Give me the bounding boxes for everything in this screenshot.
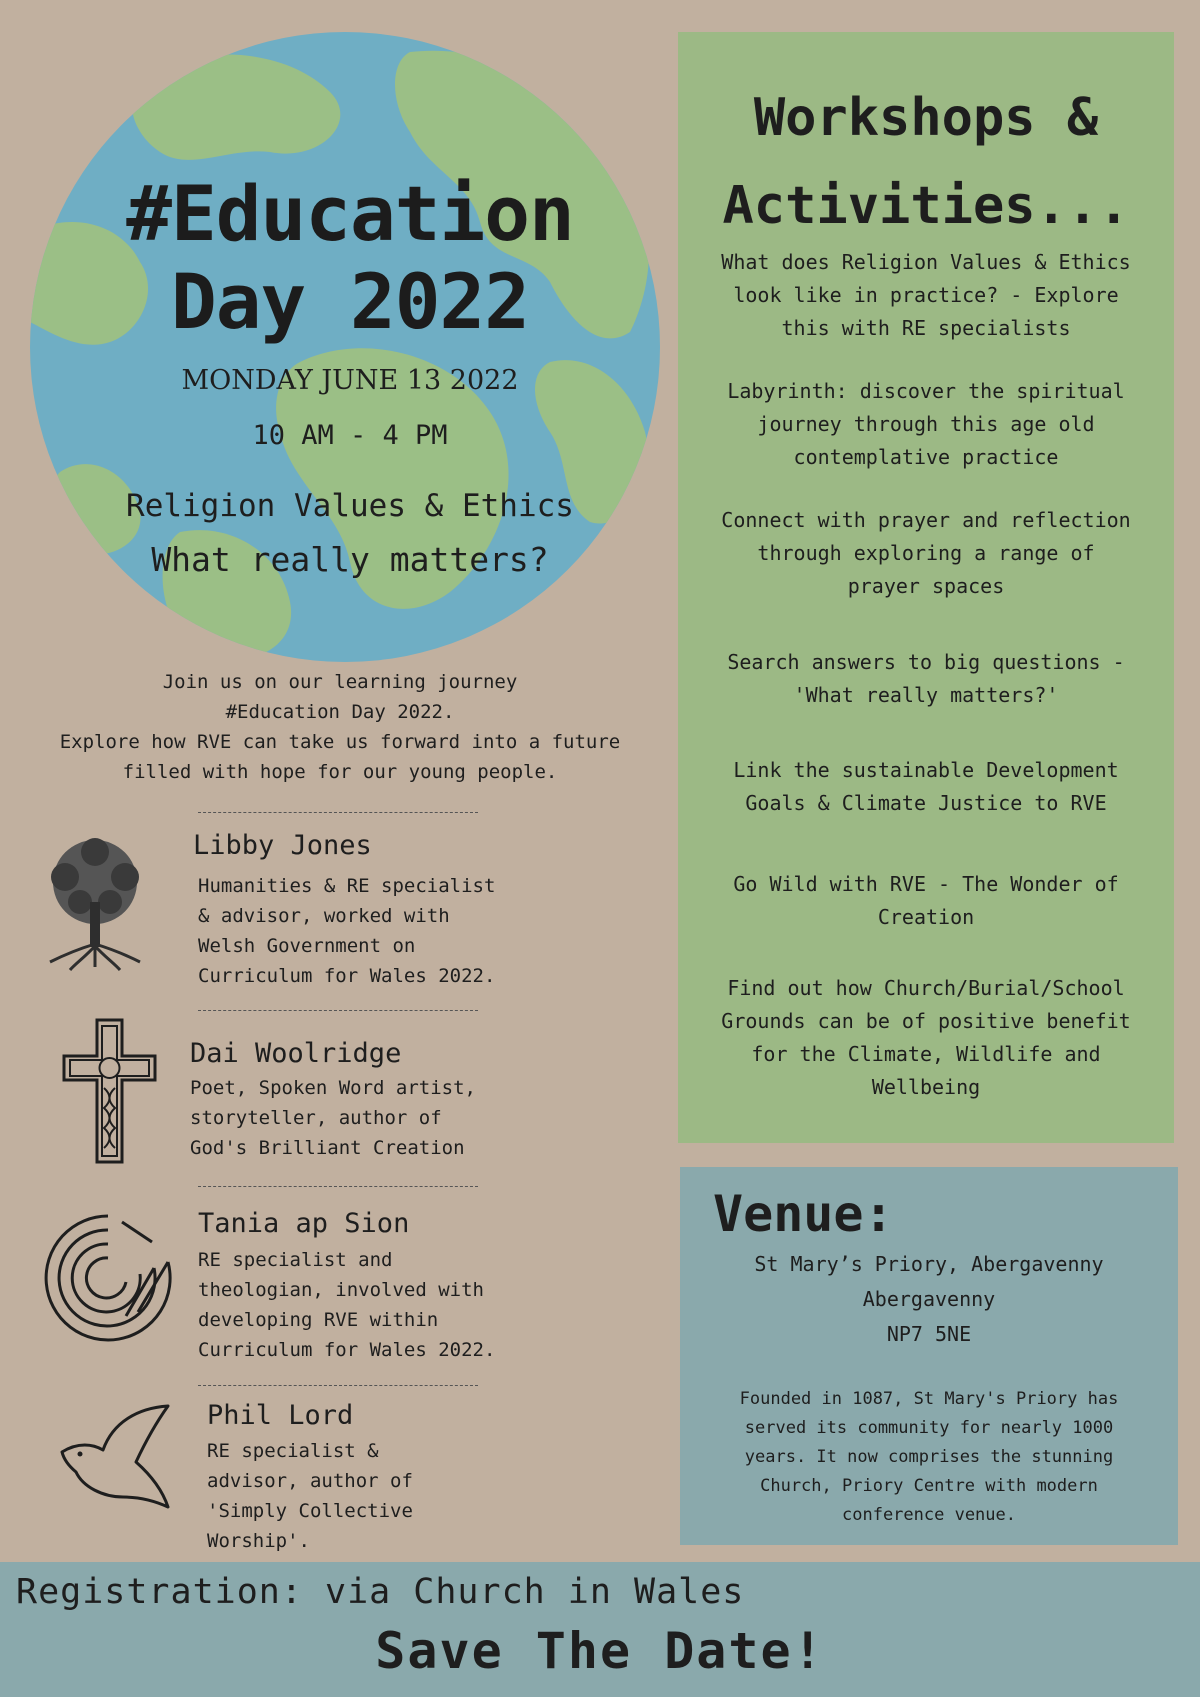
workshops-panel xyxy=(678,32,1174,1143)
speaker-desc-line: Poet, Spoken Word artist, xyxy=(190,1077,476,1099)
workshop-item-line: Link the sustainable Development xyxy=(733,758,1119,782)
footer-banner xyxy=(0,1562,1200,1697)
speaker-description xyxy=(198,871,495,991)
speaker-name: Phil Lord xyxy=(207,1400,354,1431)
venue-title: Venue: xyxy=(713,1185,894,1243)
workshop-item xyxy=(688,754,1164,820)
speaker-desc-line: advisor, author of xyxy=(207,1470,413,1492)
event-date: MONDAY JUNE 13 2022 xyxy=(181,365,519,396)
speaker-desc-line: RE specialist and xyxy=(198,1249,393,1271)
venue-address xyxy=(680,1247,1178,1352)
workshop-item-line: Labyrinth: discover the spiritual xyxy=(727,379,1125,403)
speaker-desc-line: & advisor, worked with xyxy=(198,905,450,927)
workshop-item-line: What does Religion Values & Ethics xyxy=(721,250,1131,274)
speaker-desc-line: God's Brilliant Creation xyxy=(190,1137,465,1159)
workshop-item-line: for the Climate, Wildlife and xyxy=(751,1042,1101,1066)
workshop-item-line: Find out how Church/Burial/School xyxy=(727,976,1125,1000)
intro-line: #Education Day 2022. xyxy=(225,701,455,723)
divider xyxy=(198,812,478,813)
dove-icon xyxy=(58,1402,178,1512)
speaker-desc-line: Worship'. xyxy=(207,1530,310,1552)
speaker-desc-line: storyteller, author of xyxy=(190,1107,442,1129)
speaker-desc-line: RE specialist & xyxy=(207,1440,379,1462)
workshop-item-line: contemplative practice xyxy=(793,445,1059,469)
workshop-item xyxy=(688,972,1164,1104)
workshop-item-line: through exploring a range of xyxy=(757,541,1095,565)
workshop-item-line: Creation xyxy=(877,905,975,929)
workshops-title-line: Workshops & xyxy=(753,88,1099,148)
intro-line: filled with hope for our young people. xyxy=(122,761,558,783)
workshops-title xyxy=(678,74,1174,250)
workshop-item-line: Search answers to big questions - xyxy=(727,650,1125,674)
workshop-item-line: journey through this age old xyxy=(757,412,1095,436)
venue-description xyxy=(700,1385,1158,1530)
speaker-desc-line: developing RVE within xyxy=(198,1309,439,1331)
workshop-item xyxy=(688,868,1164,934)
workshop-item-line: look like in practice? - Explore xyxy=(733,283,1119,307)
workshop-item-line: Go Wild with RVE - The Wonder of xyxy=(733,872,1119,896)
event-theme: Religion Values & Ethics xyxy=(126,488,574,524)
workshop-item-line: 'What really matters?' xyxy=(793,683,1059,707)
celtic-cross-icon xyxy=(62,1018,157,1164)
labyrinth-icon xyxy=(42,1212,174,1344)
speaker-desc-line: Humanities & RE specialist xyxy=(198,875,496,897)
workshop-item-line: Grounds can be of positive benefit xyxy=(721,1009,1131,1033)
registration-text: Registration: via Church in Wales xyxy=(16,1572,745,1612)
venue-desc-line: conference venue. xyxy=(842,1505,1016,1525)
venue-desc-line: Church, Priory Centre with modern xyxy=(760,1476,1098,1496)
speaker-desc-line: Curriculum for Wales 2022. xyxy=(198,1339,496,1361)
workshop-item-line: prayer spaces xyxy=(847,574,1005,598)
venue-desc-line: years. It now comprises the stunning xyxy=(744,1447,1114,1467)
venue-address-line: Abergavenny xyxy=(862,1287,996,1311)
venue-address-line: St Mary’s Priory, Abergavenny xyxy=(754,1252,1104,1276)
workshop-item-line: Wellbeing xyxy=(871,1075,981,1099)
venue-panel xyxy=(680,1167,1178,1545)
speaker-description xyxy=(207,1436,413,1556)
venue-desc-line: Founded in 1087, St Mary's Priory has xyxy=(739,1389,1119,1409)
speaker-desc-line: Welsh Government on xyxy=(198,935,416,957)
divider xyxy=(198,1010,478,1011)
workshop-item xyxy=(688,646,1164,712)
speaker-desc-line: theologian, involved with xyxy=(198,1279,484,1301)
venue-postcode: NP7 5NE xyxy=(886,1322,972,1346)
event-title-line2: Day 2022 xyxy=(170,257,530,346)
speaker-name: Dai Woolridge xyxy=(190,1038,402,1069)
intro-line: Join us on our learning journey xyxy=(162,671,518,693)
divider xyxy=(198,1186,478,1187)
save-the-date-text: Save The Date! xyxy=(375,1622,825,1680)
workshop-item xyxy=(688,375,1164,474)
speaker-desc-line: 'Simply Collective xyxy=(207,1500,413,1522)
tree-icon xyxy=(35,832,155,972)
speaker-description xyxy=(198,1245,495,1365)
workshop-item xyxy=(688,504,1164,603)
speaker-name: Tania ap Sion xyxy=(198,1208,410,1239)
workshop-item-line: Goals & Climate Justice to RVE xyxy=(745,791,1107,815)
event-time: 10 AM - 4 PM xyxy=(252,420,448,451)
speaker-name: Libby Jones xyxy=(193,830,372,861)
divider xyxy=(198,1385,478,1386)
workshop-item-line: Connect with prayer and reflection xyxy=(721,508,1131,532)
speaker-description xyxy=(190,1073,476,1163)
intro-line: Explore how RVE can take us forward into a future xyxy=(59,731,621,753)
intro-text xyxy=(30,667,650,787)
event-title-line1: #Education xyxy=(126,169,574,258)
venue-desc-line: served its community for nearly 1000 xyxy=(744,1418,1114,1438)
speaker-desc-line: Curriculum for Wales 2022. xyxy=(198,965,496,987)
workshop-item xyxy=(688,246,1164,345)
workshops-title-line: Activities... xyxy=(722,176,1130,236)
workshop-item-line: this with RE specialists xyxy=(781,316,1071,340)
event-question: What really matters? xyxy=(151,540,549,579)
